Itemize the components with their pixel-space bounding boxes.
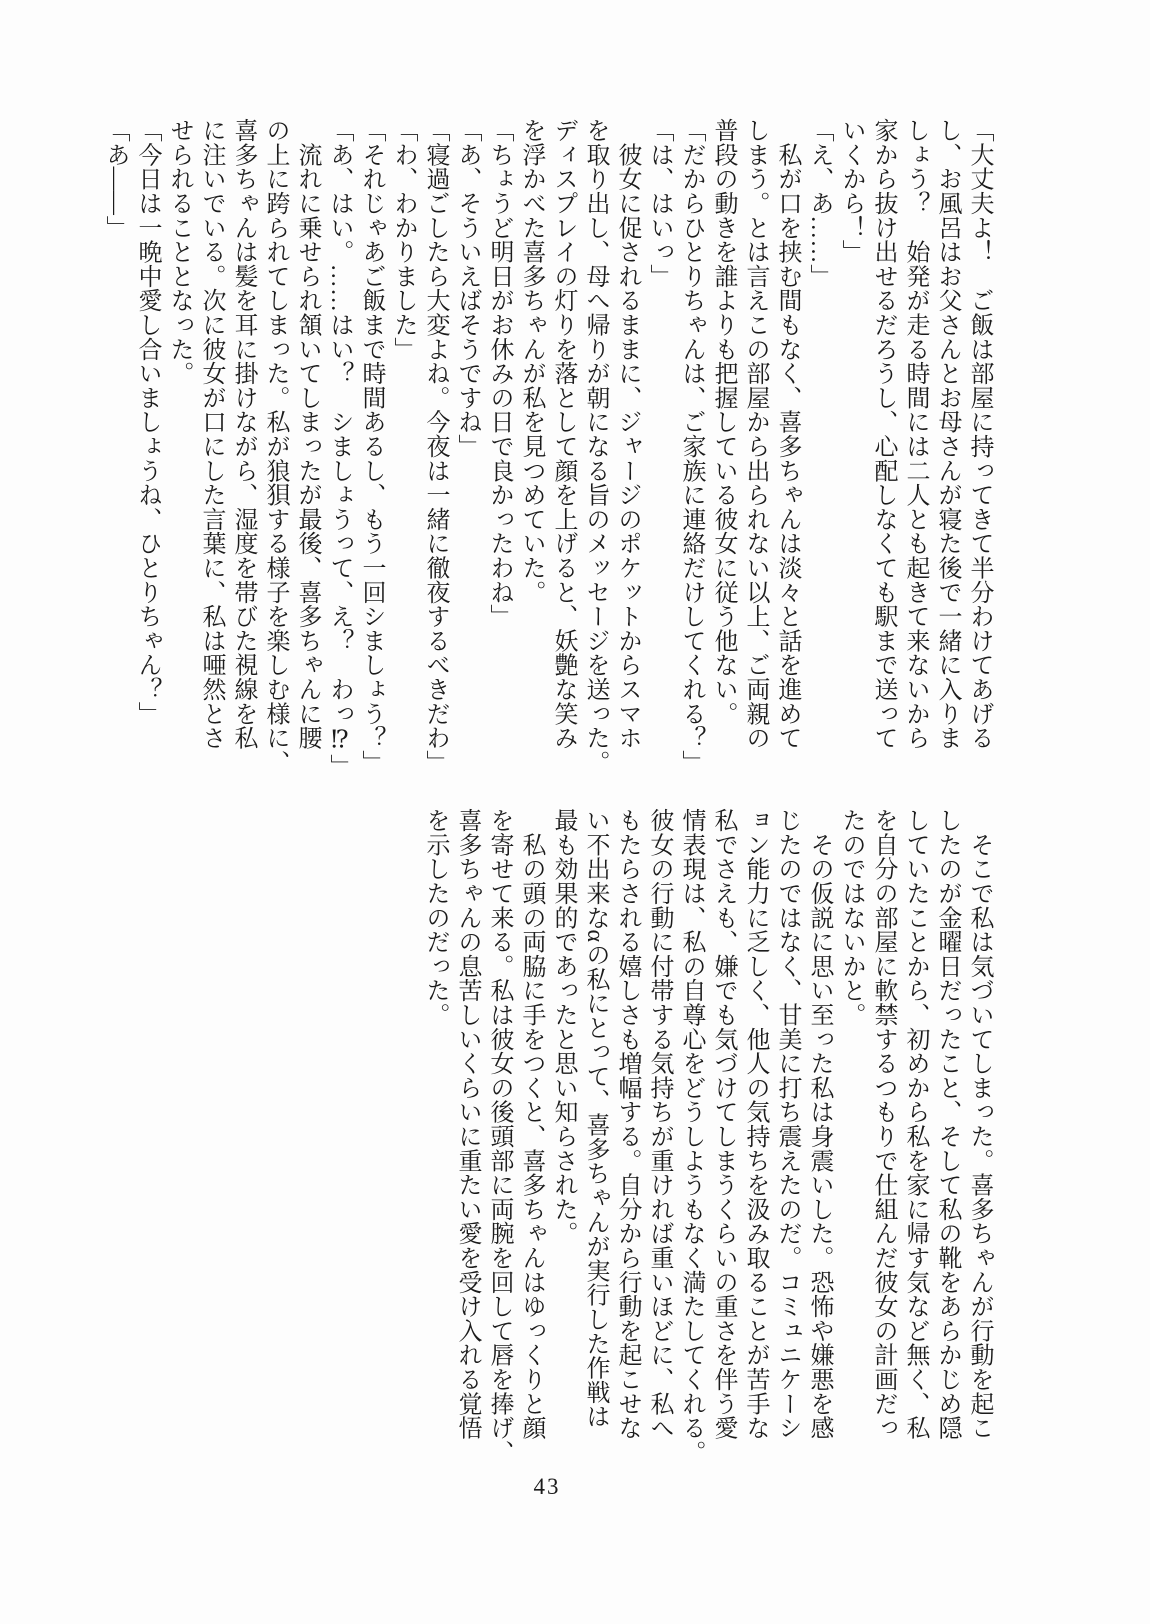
text-line: 「は、はいっ」 — [646, 118, 672, 289]
text-line: 「え、あ……」 — [806, 118, 832, 289]
text-line: したのが金曜日だったこと、そして私の靴をあらかじめ隠 — [934, 808, 960, 1440]
text-line: そこで私は気づいてしまった。喜多ちゃんが行動を起こ — [966, 808, 992, 1440]
text-line: を示したのだった。 — [422, 808, 448, 1027]
text-line: 家から抜け出せるだろうし、心配しなくても駅まで送って — [870, 118, 896, 750]
text-line: たのではないかと。 — [838, 808, 864, 1027]
text-line: じたのではなく、甘美に打ち震えたのだ。コミュニケーシ — [774, 808, 800, 1440]
text-line: 普段の動きを誰よりも把握している彼女に従う他ない。 — [710, 118, 736, 726]
text-line: 「あ——」 — [102, 118, 128, 240]
text-line: しょう？ 始発が走る時間には二人とも起きて来ないから — [902, 118, 928, 750]
text-line: を浮かべた喜多ちゃんが私を見つめていた。 — [518, 118, 544, 604]
text-line: 「大丈夫よ！ ご飯は部屋に持ってきて半分わけてあげる — [966, 118, 992, 750]
text-line: 「あ、はい。……はい？ シましょうって、え？ わっ⁉」 — [326, 118, 352, 779]
text-line: ョン能力に乏しく、他人の気持ちを汲み取ることが苦手な — [742, 808, 768, 1440]
text-line: 「わ、わかりました」 — [390, 118, 416, 361]
text-line: していたことから、初めから私を家に帰す気など無く、私 — [902, 808, 928, 1440]
text-line: ディスプレイの灯りを落として顔を上げると、妖艶な笑み — [550, 118, 576, 750]
text-line: を取り出し、母へ帰りが朝になる旨のメッセージを送った。 — [582, 118, 608, 775]
page-number: 43 — [533, 1474, 561, 1499]
text-line: 流れに乗せられ頷いてしまったが最後、喜多ちゃんに腰 — [294, 118, 320, 750]
text-line: を自分の部屋に軟禁するつもりで仕組んだ彼女の計画だっ — [870, 808, 896, 1440]
text-line: その仮説に思い至った私は身震いした。恐怖や嫌悪を感 — [806, 808, 832, 1440]
text-line: 「寝過ごしたら大変よね。今夜は一緒に徹夜するべきだわ」 — [422, 118, 448, 775]
text-line: 最も効果的であったと思い知らされた。 — [550, 808, 576, 1246]
text-line: 私が口を挟む間もなく、喜多ちゃんは淡々と話を進めて — [774, 118, 800, 750]
text-line: い不出来なαの私にとって、喜多ちゃんが実行した作戦は — [582, 808, 608, 1429]
text-line: 「今日は一晩中愛し合いましょうね、ひとりちゃん？」 — [134, 118, 160, 726]
text-block-top — [99, 118, 995, 790]
text-line: の上に跨られてしまった。私が狼狽する様子を楽しむ様に、 — [262, 118, 288, 775]
text-line: に注いでいる。次に彼女が口にした言葉に、私は唖然とさ — [198, 118, 224, 750]
text-line: 彼女の行動に付帯する気持ちが重ければ重いほどに、私へ — [646, 808, 672, 1440]
text-line: 私の頭の両脇に手をつくと、喜多ちゃんはゆっくりと顔 — [518, 808, 544, 1440]
text-line: を寄せて来る。私は彼女の後頭部に両腕を回して唇を捧げ、 — [486, 808, 512, 1465]
text-line: もたらされる嬉しさも増幅する。自分から行動を起こせな — [614, 808, 640, 1440]
text-line: 彼女に促されるままに、ジャージのポケットからスマホ — [614, 118, 640, 750]
text-line: 「あ、そういえばそうですね」 — [454, 118, 480, 459]
text-line: 「ちょうど明日がお休みの日で良かったわね」 — [486, 118, 512, 629]
text-line: し、お風呂はお父さんとお母さんが寝た後で一緒に入りま — [934, 118, 960, 750]
text-line: いくから！」 — [838, 118, 864, 264]
text-line: 情表現は、私の自尊心をどうしようもなく満たしてくれる。 — [678, 808, 704, 1465]
text-line: せられることとなった。 — [166, 118, 192, 386]
text-line: 喜多ちゃんの息苦しいくらいに重たい愛を受け入れる覚悟 — [454, 808, 480, 1440]
text-line: 「だからひとりちゃんは、ご家族に連絡だけしてくれる？」 — [678, 118, 704, 775]
text-block-bottom — [419, 808, 995, 1480]
text-line: 喜多ちゃんは髪を耳に掛けながら、湿度を帯びた視線を私 — [230, 118, 256, 750]
text-line: 私でさえも、嫌でも気づけてしまうくらいの重さを伴う愛 — [710, 808, 736, 1440]
text-line: 「それじゃあご飯まで時間あるし、もう一回シましょう？」 — [358, 118, 384, 775]
text-line: しまう。とは言えこの部屋から出られない以上、ご両親の — [742, 118, 768, 750]
